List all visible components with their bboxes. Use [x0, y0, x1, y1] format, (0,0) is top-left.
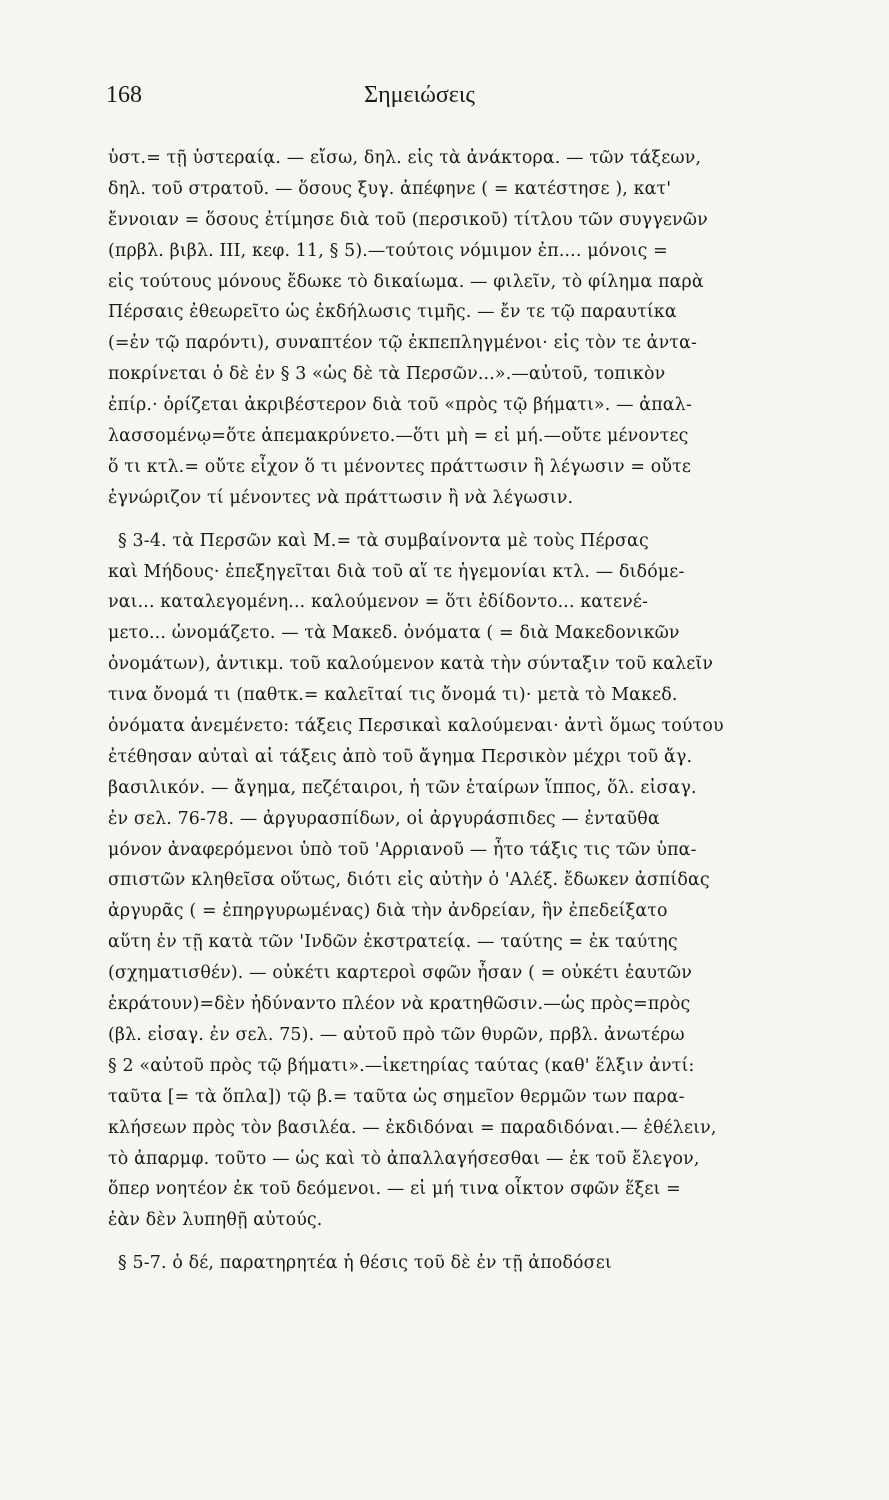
text-line: § 2 «αὐτοῦ πρὸς τῷ βήματι».—ἱκετηρίας ταύτας (καθ' ἕλξιν ἀντί:: [108, 1055, 695, 1076]
text-line: ἐὰν δὲν λυπηθῇ αὐτούς.: [108, 1210, 323, 1231]
text-line: ταῦτα [= τὰ ὅπλα]) τῷ β.= ταῦτα ὡς σημεῖον θερμῶν των παρα-: [108, 1086, 685, 1107]
running-title: Σημειώσεις: [364, 82, 475, 108]
text-line: μόνον ἀναφερόμενοι ὑπὸ τοῦ 'Αρριανοῦ — ἦτο τάξις τις τῶν ὑπα-: [108, 839, 697, 860]
running-head: [106, 82, 839, 122]
text-line: σπιστῶν κληθεῖσα οὕτως, διότι εἰς αὐτὴν ὁ 'Αλέξ. ἔδωκεν ἀσπίδας: [108, 870, 710, 891]
text-line: (=ἐν τῷ παρόντι), συναπτέον τῷ ἐκπεπληγμένοι· εἰς τὸν τε ἀντα-: [108, 333, 697, 354]
text-line: Πέρσαις ἐθεωρεῖτο ὡς ἐκδήλωσις τιμῆς. — ἔν τε τῷ παραυτίκα: [108, 302, 677, 323]
text-line: (σχηματισθέν). — οὐκέτι καρτεροὶ σφῶν ἦσαν ( = οὐκέτι ἑαυτῶν: [108, 963, 692, 984]
text-line: ἀργυρᾶς ( = ἐπηργυρωμένας) διὰ τὴν ἀνδρείαν, ἣν ἐπεδείξατο: [108, 901, 668, 922]
text-line: κλήσεων πρὸς τὸν βασιλέα. — ἐκδιδόναι = παραδιδόναι.— ἐθέλειν,: [108, 1117, 717, 1138]
text-line: ὑστ.= τῇ ὑστεραίᾳ. — εἴσω, δηλ. εἰς τὰ ἀνάκτορα. — τῶν τάξεων,: [108, 148, 702, 168]
paragraph-gap: [108, 1236, 845, 1248]
text-line: ὀνομάτων), ἀντικμ. τοῦ καλούμενον κατὰ τὴν σύνταξιν τοῦ καλεῖν: [108, 654, 714, 675]
note-paragraph: [108, 1248, 845, 1279]
text-line: ἔννοιαν = ὅσους ἐτίμησε διὰ τοῦ (περσικοῦ) τίτλου τῶν συγγενῶν: [108, 209, 708, 230]
paragraph-gap: [108, 514, 845, 526]
notes-body: [108, 143, 845, 1279]
text-line: τὸ ἀπαρμφ. τοῦτο — ὡς καὶ τὸ ἀπαλλαγήσεσθαι — ἐκ τοῦ ἔλεγον,: [108, 1148, 700, 1169]
text-line: ἐγνώριζον τί μένοντες νὰ πράττωσιν ἢ νὰ λέγωσιν.: [108, 487, 574, 508]
text-line: αὕτη ἐν τῇ κατὰ τῶν 'Ινδῶν ἐκστρατείᾳ. — ταύτης = ἐκ ταύτης: [108, 932, 678, 953]
text-line: ἐπίρ.· ὁρίζεται ἀκριβέστερον διὰ τοῦ «πρὸς τῷ βήματι». — ἀπαλ-: [108, 395, 692, 416]
text-line: ἐκράτουν)=δὲν ἠδύναντο πλέον νὰ κρατηθῶσιν.—ὡς πρὸς=πρὸς: [108, 994, 691, 1015]
page-number: 168: [106, 82, 142, 108]
text-line: § 3-4. τὰ Περσῶν καὶ Μ.= τὰ συμβαίνοντα μὲ τοὺς Πέρσας: [118, 530, 649, 551]
text-line: § 5-7. ὁ δέ, παρατηρητέα ἡ θέσις τοῦ δὲ ἐν τῇ ἀποδόσει: [118, 1253, 612, 1274]
text-line: λασσομένῳ=ὅτε ἀπεμακρύνετο.—ὅτι μὴ = εἰ μή.—οὔτε μένοντες: [108, 426, 689, 447]
note-paragraph: [108, 143, 845, 514]
text-line: ἐτέθησαν αὐταὶ αἱ τάξεις ἀπὸ τοῦ ἄγημα Περσικὸν μέχρι τοῦ ἄγ.: [108, 746, 693, 767]
text-line: ναι... καταλεγομένη... καλούμενον = ὅτι ἐδίδοντο... κατενέ-: [108, 592, 649, 613]
text-line: δηλ. τοῦ στρατοῦ. — ὅσους ξυγ. ἀπέφηνε ( = κατέστησε ), κατ': [108, 178, 672, 199]
text-line: ὀνόματα ἀνεμένετο: τάξεις Περσικαὶ καλούμεναι· ἀντὶ ὅμως τούτου: [108, 716, 724, 737]
text-line: (πρβλ. βιβλ. III, κεφ. 11, § 5).—τούτοις νόμιμον ἐπ.... μόνοις =: [108, 240, 668, 261]
text-line: μετο... ὠνομάζετο. — τὰ Μακεδ. ὀνόματα ( = διὰ Μακεδονικῶν: [108, 623, 680, 644]
text-line: ἐν σελ. 76-78. — ἀργυρασπίδων, οἱ ἀργυράσπιδες — ἐνταῦθα: [108, 808, 660, 829]
text-line: βασιλικόν. — ἄγημα, πεζέταιροι, ἡ τῶν ἑταίρων ἵππος, ὅλ. εἰσαγ.: [108, 777, 697, 798]
text-line: (βλ. εἰσαγ. ἐν σελ. 75). — αὐτοῦ πρὸ τῶν θυρῶν, πρβλ. ἀνωτέρω: [108, 1024, 685, 1045]
text-line: ὅπερ νοητέον ἐκ τοῦ δεόμενοι. — εἰ μή τινα οἶκτον σφῶν ἕξει =: [108, 1179, 681, 1200]
text-line: ὅ τι κτλ.= οὔτε εἶχον ὅ τι μένοντες πράττωσιν ἢ λέγωσιν = οὔτε: [108, 456, 692, 477]
text-line: εἰς τούτους μόνους ἔδωκε τὸ δικαίωμα. — φιλεῖν, τὸ φίλημα παρὰ: [108, 271, 704, 292]
text-line: τινα ὄνομά τι (παθτκ.= καλεῖταί τις ὄνομά τι)· μετὰ τὸ Μακεδ.: [108, 685, 678, 706]
text-line: ποκρίνεται ὁ δὲ ἐν § 3 «ὡς δὲ τὰ Περσῶν...».—αὐτοῦ, τοπικὸν: [108, 364, 666, 385]
text-line: καὶ Μήδους· ἐπεξηγεῖται διὰ τοῦ αἵ τε ἡγεμονίαι κτλ. — διδόμε-: [108, 561, 685, 582]
note-paragraph: [108, 526, 845, 1236]
